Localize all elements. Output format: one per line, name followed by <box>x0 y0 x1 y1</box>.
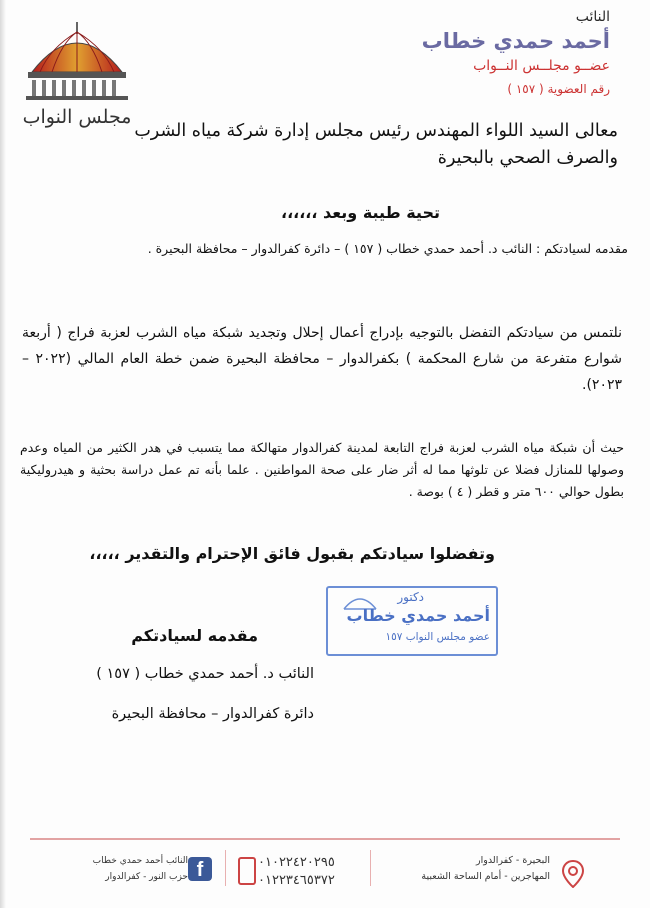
phone-icon <box>238 857 256 885</box>
facebook-line-2: حزب النور - كفرالدوار <box>105 872 188 882</box>
footer-separator <box>225 850 226 886</box>
signature-district: دائرة كفرالدوار – محافظة البحيرة <box>111 706 314 722</box>
request-paragraph: نلتمس من سيادتكم التفضل بالتوجيه بإدراج أعمال إحلال وتجديد شبكة مياه الشرب لعزبة فراج ( أربعة شوارع متفرعة من شارع المحكمة ) بكفرالدوار – محافظة البحيرة ضمن خطة العام المالي (٢٠٢٢ – ٢٠٢٣). <box>22 325 623 393</box>
facebook-icon[interactable]: f <box>188 857 212 881</box>
submitted-by-line: مقدمه لسيادتكم : النائب د. أحمد حمدي خطاب ( ١٥٧ ) – دائرة كفرالدوار – محافظة البحيرة . <box>147 241 628 256</box>
header-member: عضــو مجلــس النــواب <box>473 58 610 74</box>
location-pin-icon <box>562 860 584 888</box>
phone-2[interactable]: ٠١٢٢٣٤٦٥٣٧٢ <box>258 873 335 888</box>
closing-line: وتفضلوا سيادتكم بقبول فائق الإحترام والتقدير ،،،،، <box>89 544 495 563</box>
stamp-title: دكتور <box>397 590 424 604</box>
address-line-2: المهاجرين - أمام الساحة الشعبية <box>421 871 550 882</box>
header-title: النائب <box>575 9 610 25</box>
logo-caption: مجلس النواب <box>22 106 132 128</box>
signature-label: مقدمه لسيادتكم <box>131 626 258 645</box>
stamp-name: أحمد حمدي خطاب <box>346 606 490 625</box>
greeting: تحية طيبة وبعد ،،،،،، <box>280 203 440 222</box>
stamp-member: عضو مجلس النواب ١٥٧ <box>385 631 490 643</box>
address-line-1: البحيرة - كفرالدوار <box>476 855 550 866</box>
justification-paragraph: حيث أن شبكة مياه الشرب لعزبة فراج التابعة لمدينة كفرالدوار متهالكة مما يتسبب في هدر الكثير من المياه وعدم وصولها للمنازل فضلا عن تلوثها مما له أثر ضار على صحة المواطنين . علما بأنه تم عمل دراسة بحثية و هيدروليكية بطول حوالي ٦٠٠ متر و قطر ( ٤ ) بوصة . <box>20 440 624 499</box>
header-name: أحمد حمدي خطاب <box>421 29 610 53</box>
footer-divider <box>30 838 620 840</box>
facebook-info <box>40 853 188 885</box>
scan-edge <box>0 0 6 908</box>
letterhead <box>390 8 610 98</box>
phone-1[interactable]: ٠١٠٢٢٤٢٠٢٩٥ <box>258 855 335 870</box>
signature-name: النائب د. أحمد حمدي خطاب ( ١٥٧ ) <box>96 666 314 682</box>
office-address <box>390 853 550 885</box>
addressee-line-2: والصرف الصحي بالبحيرة <box>437 148 618 168</box>
phone-numbers <box>258 854 348 890</box>
footer-separator <box>370 850 371 886</box>
parliament-dome-icon <box>22 20 132 110</box>
facebook-line-1: النائب أحمد حمدي خطاب <box>92 856 188 866</box>
parliament-logo <box>22 20 132 130</box>
addressee-line-1: معالى السيد اللواء المهندس رئيس مجلس إدارة شركة مياه الشرب <box>134 121 618 141</box>
membership-number: رقم العضوية ( ١٥٧ ) <box>507 82 610 96</box>
official-stamp <box>326 586 498 656</box>
